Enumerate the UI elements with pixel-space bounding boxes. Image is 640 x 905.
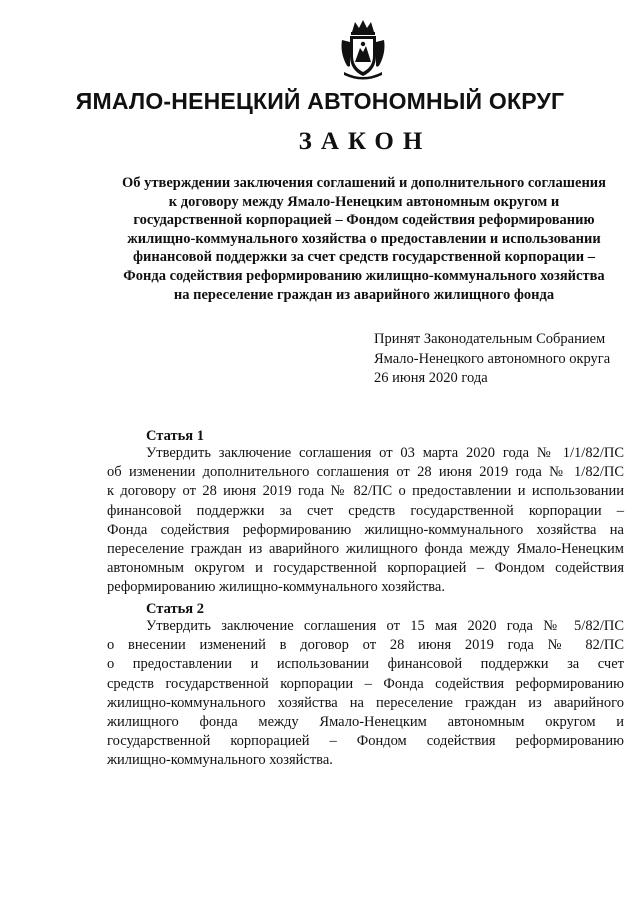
article-line: об изменении дополнительного соглашения от 28 июня 2019 года № 1/82/ПС: [107, 464, 624, 481]
article-line: Утвердить заключение соглашения от 15 мая 2020 года № 5/82/ПС: [146, 618, 624, 634]
article-line: о предоставлении и использовании финансовой поддержки за счет: [107, 656, 624, 673]
adoption-line: Ямало-Ненецкого автономного округа: [374, 350, 611, 367]
adoption-line: Принят Законодательным Собранием: [374, 331, 606, 347]
adoption-line: 26 июня 2020 года: [374, 370, 488, 386]
article-line: автономным округом и государственной корпорацией – Фондом содействия: [107, 560, 624, 577]
article-1-body: [107, 444, 624, 598]
law-title-line: финансовой поддержки за счет средств государственной корпорации –: [133, 249, 595, 266]
article-line: о внесении изменений в договор от 28 июня 2019 года № 82/ПС: [107, 637, 624, 654]
article-line: жилищно-коммунального хозяйства.: [107, 752, 333, 769]
coat-of-arms-emblem: [338, 18, 388, 80]
law-title: [104, 174, 624, 304]
adoption-note: [374, 330, 610, 389]
law-title-line: Фонда содействия реформированию жилищно-коммунального хозяйства: [123, 267, 605, 284]
law-title-line: к договору между Ямало-Ненецким автономным округом и: [168, 193, 560, 210]
article-line: жилищного фонда между Ямало-Ненецким автономным округом и: [107, 713, 624, 730]
article-line: жилищно-коммунального хозяйства на переселение граждан из аварийного: [107, 694, 624, 711]
article-2-heading: Статья 2: [146, 601, 204, 617]
law-title-line: государственной корпорацией – Фондом содействия реформированию: [133, 212, 595, 229]
law-title-line: на переселение граждан из аварийного жилищного фонда: [173, 286, 555, 303]
article-line: средств государственной корпорации – Фонда содействия реформированию: [107, 675, 624, 692]
article-line: к договору от 28 июня 2019 года № 82/ПС о предоставлении и использовании: [107, 483, 624, 500]
region-name: ЯМАЛО-НЕНЕЦКИЙ АВТОНОМНЫЙ ОКРУГ: [75, 88, 565, 114]
article-line: Утвердить заключение соглашения от 03 марта 2020 года № 1/1/82/ПС: [146, 445, 624, 461]
article-line: финансовой поддержки за счет средств государственной корпорации –: [107, 502, 624, 519]
document-type: ЗАКОН: [298, 128, 432, 155]
article-line: государственной корпорацией – Фондом содействия реформированию: [107, 733, 624, 750]
article-2-body: [107, 617, 624, 771]
article-line: переселение граждан из аварийного жилищного фонда между Ямало-Ненецким: [107, 540, 624, 557]
article-1-heading: Статья 1: [146, 428, 204, 444]
law-title-line: жилищно-коммунального хозяйства о предоставлении и использовании: [127, 230, 601, 247]
article-line: Фонда содействия реформированию жилищно-коммунального хозяйства на: [107, 521, 624, 538]
article-line: реформированию жилищно-коммунального хозяйства.: [107, 579, 445, 596]
law-title-line: Об утверждении заключения соглашений и дополнительного соглашения: [121, 175, 607, 191]
